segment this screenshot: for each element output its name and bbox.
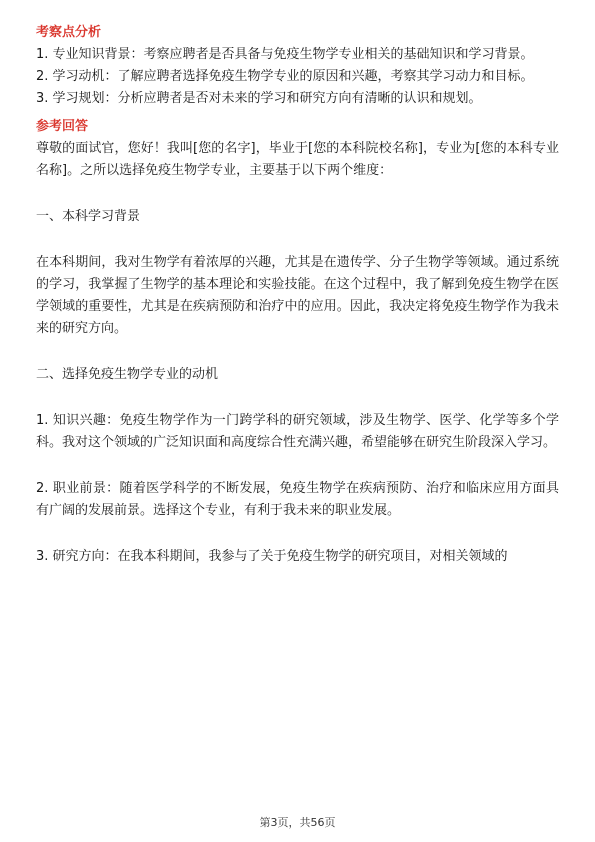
answer-intro: 尊敬的面试官，您好！我叫[您的名字]，毕业于[您的本科院校名称]，专业为[您的本科专业名称]。之所以选择免疫生物学专业，主要基于以下两个维度：: [36, 141, 559, 178]
analysis-item-1: 1. 专业知识背景：考察应聘者是否具备与免疫生物学专业相关的基础知识和学习背景。: [36, 47, 534, 62]
analysis-item-2: 2. 学习动机：了解应聘者选择免疫生物学专业的原因和兴趣，考察其学习动力和目标。: [36, 69, 534, 84]
part2-title: 二、选择免疫生物学专业的动机: [36, 367, 219, 382]
section-heading-answer: 参考回答: [36, 119, 89, 134]
part1-title: 一、本科学习背景: [36, 209, 141, 224]
document-page: [36, 22, 559, 568]
section-heading-analysis: 考察点分析: [36, 25, 102, 40]
part1-body: 在本科期间，我对生物学有着浓厚的兴趣，尤其是在遗传学、分子生物学等领域。通过系统的学习，我掌握了生物学的基本理论和实验技能。在这个过程中，我了解到免疫生物学在医学领域的重要性，尤其是在疾病预防和治疗中的应用。因此，我决定将免疫生物学作为我未来的研究方向。: [36, 255, 559, 336]
page-footer: 第3页，共56页: [259, 816, 336, 829]
motivation-point-3: 3. 研究方向：在我本科期间，我参与了关于免疫生物学的研究项目，对相关领域的: [36, 549, 508, 564]
analysis-item-3: 3. 学习规划：分析应聘者是否对未来的学习和研究方向有清晰的认识和规划。: [36, 91, 482, 106]
motivation-point-2: 2. 职业前景：随着医学科学的不断发展，免疫生物学在疾病预防、治疗和临床应用方面具有广阔的发展前景。选择这个专业，有利于我未来的职业发展。: [36, 481, 559, 518]
motivation-point-1: 1. 知识兴趣：免疫生物学作为一门跨学科的研究领域，涉及生物学、医学、化学等多个学科。我对这个领域的广泛知识面和高度综合性充满兴趣，希望能够在研究生阶段深入学习。: [36, 413, 559, 450]
